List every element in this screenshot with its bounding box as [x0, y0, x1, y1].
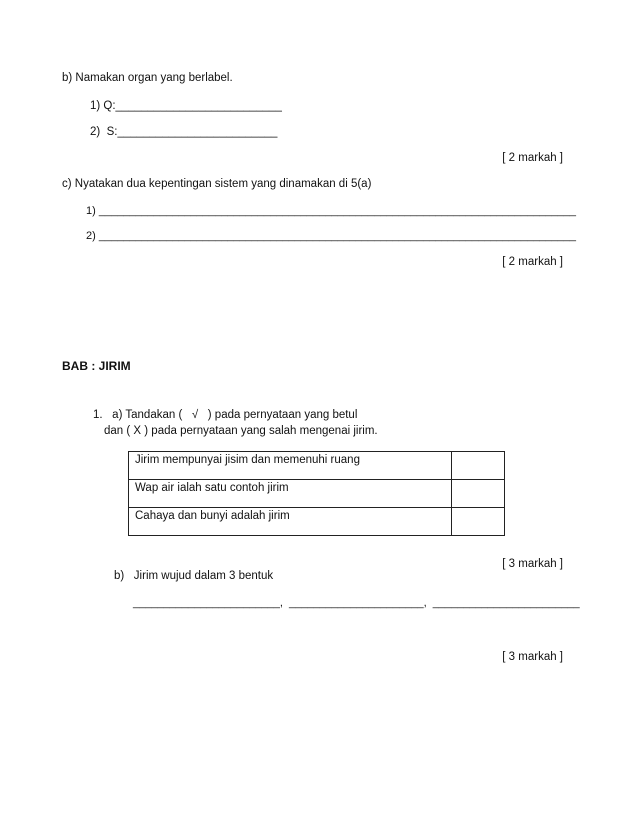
question-1b: b) Jirim wujud dalam 3 bentuk [114, 570, 274, 582]
statement-2: Wap air ialah satu contoh jirim [129, 480, 452, 508]
table-row [129, 480, 505, 508]
statement-1: Jirim mempunyai jisim dan memenuhi ruang [129, 452, 452, 480]
answer-box-2[interactable] [452, 480, 505, 508]
table-row [129, 508, 505, 536]
answer-line-s[interactable]: 2) S:_________________________ [90, 126, 278, 138]
part-c-marks: [ 2 markah ] [502, 256, 563, 268]
statement-table [128, 451, 505, 536]
question-1a-line-2: dan ( X ) pada pernyataan yang salah mengenai jirim. [104, 425, 378, 437]
question-1b-marks: [ 3 markah ] [502, 651, 563, 663]
answer-box-3[interactable] [452, 508, 505, 536]
answer-box-1[interactable] [452, 452, 505, 480]
part-b-question: b) Namakan organ yang berlabel. [62, 72, 233, 84]
question-1a-line-1: 1. a) Tandakan ( √ ) pada pernyataan yang betul [93, 409, 358, 421]
part-c-question: c) Nyatakan dua kepentingan sistem yang dinamakan di 5(a) [62, 178, 372, 190]
question-1a-marks: [ 3 markah ] [502, 558, 563, 570]
chapter-title: BAB : JIRIM [62, 359, 131, 373]
answer-line-2[interactable]: 2) ______________________________________________________________________________ [86, 230, 577, 242]
part-b-marks: [ 2 markah ] [502, 152, 563, 164]
table-row [129, 452, 505, 480]
states-answer-lines[interactable]: ________________________, ______________________, ________________________ [133, 597, 580, 609]
answer-line-q[interactable]: 1) Q:__________________________ [90, 100, 282, 112]
answer-line-1[interactable]: 1) ______________________________________________________________________________ [86, 205, 577, 217]
statement-3: Cahaya dan bunyi adalah jirim [129, 508, 452, 536]
